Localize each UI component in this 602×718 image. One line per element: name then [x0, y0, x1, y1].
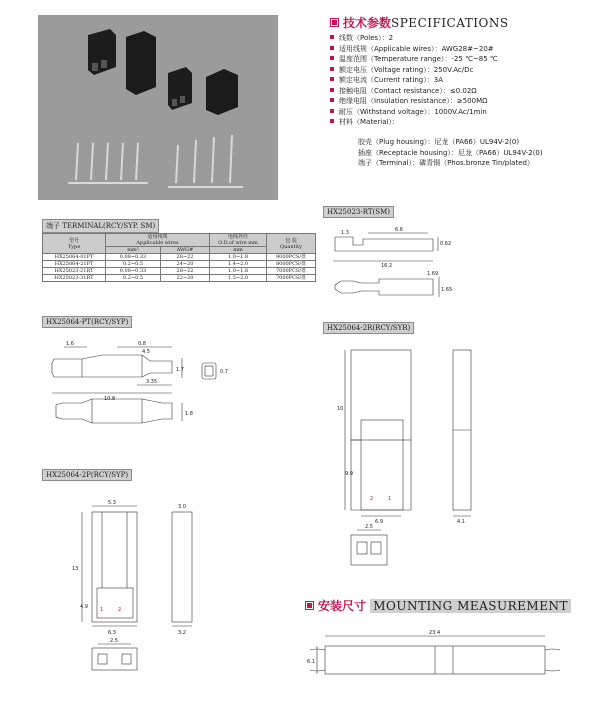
th-awg: AWG#: [161, 247, 210, 254]
spec-row: 温度范围（Temperature range）：-25 ℃~85 ℃: [330, 54, 498, 65]
dim-text: 4.1: [457, 519, 465, 525]
bullet-icon: [330, 119, 334, 123]
spec-row: 材料（Material）：: [330, 117, 498, 128]
pin-number: 1: [388, 496, 392, 502]
bullet-icon: [330, 46, 334, 50]
dim-text: 3.0: [178, 504, 186, 510]
dim-text: 1.6: [66, 341, 74, 347]
dim-text: 16.2: [381, 263, 393, 269]
pin-number: 2: [370, 496, 374, 502]
product-photo: [38, 15, 278, 200]
spec-row: 绝缘电阻（Insulation resistance）：≥500MΩ: [330, 96, 498, 107]
product-photo-graphic: [38, 15, 278, 200]
mount-title-en: MOUNTING MEASUREMENT: [370, 599, 571, 613]
table-row: HX25023-21RT 0.08~0.33 28~22 1.0~1.8 7000PCS/盘: [43, 268, 316, 275]
dim-text: 0.62: [440, 241, 452, 247]
dim-text: 6.3: [108, 630, 116, 636]
dim-text: 6.1: [307, 659, 315, 665]
bullet-icon: [330, 109, 334, 113]
terminal-table: [42, 233, 316, 282]
bullet-icon: [330, 88, 334, 92]
dim-text: 2.5: [365, 524, 373, 530]
dim-text: 1.7: [176, 367, 184, 373]
dim-text: 1.65: [441, 287, 453, 293]
dim-text: 4.5: [142, 349, 150, 355]
r2-housing-drawing: [323, 340, 573, 580]
spec-list: [330, 33, 498, 128]
rt-terminal-drawing: [323, 225, 573, 310]
bullet-icon: [330, 35, 334, 39]
table-row: HX25023-31RT 0.2~0.5 22~20 1.5~2.0 7000PCS/盘: [43, 275, 316, 282]
dim-text: 1.69: [427, 271, 439, 277]
dim-text: 13: [72, 566, 79, 572]
spec-row: 耐压（Withstand voltage）：1000V.Ac/1min: [330, 107, 498, 118]
spec-title: [330, 14, 509, 31]
bullet-icon: [330, 77, 334, 81]
dim-text: 1.3: [341, 230, 349, 236]
pin-number: 1: [100, 607, 104, 613]
p2-housing-drawing: [42, 498, 242, 688]
pin-number: 2: [118, 607, 122, 613]
section-marker-icon: [305, 601, 314, 610]
dim-text: 23.4: [429, 630, 441, 636]
table-row: HX25064-21PT 0.2~0.5 24~20 1.4~2.0 8000PCS/盘: [43, 261, 316, 268]
spec-title-cn: 技术参数: [343, 16, 392, 30]
spec-row: 额定电流（Current rating）：3A: [330, 75, 498, 86]
th-od: 电线外径 O.D.of wire mm: [210, 234, 267, 247]
th-qty: 包 装 Quantity: [267, 234, 316, 254]
material-row: 插座（Receptacle housing）：尼龙（PA66）UL94V-2(0): [358, 148, 543, 157]
material-row: 端子（Terminal）：磷青铜（Phos.bronze Tin/plated）: [358, 159, 534, 167]
material-list: [358, 137, 543, 169]
spec-title-en: SPECIFICATIONS: [391, 16, 509, 30]
rt-section-label: HX25023-RT(SM): [323, 206, 394, 218]
dim-text: 3.2: [178, 630, 186, 636]
dim-text: 3.35: [146, 379, 158, 385]
bullet-icon: [330, 98, 334, 102]
th-type: 型号 Type: [43, 234, 106, 254]
spec-row: 接触电阻（Contact resistance）：≤0.02Ω: [330, 86, 498, 97]
mount-title: [305, 597, 571, 614]
pt-terminal-drawing: [42, 333, 262, 433]
spec-row: 线数（Poles）：2: [330, 33, 498, 44]
pt-section-label: HX25064-PT(RCY/SYP): [42, 316, 132, 328]
dim-text: 1.8: [185, 411, 193, 417]
p2-section-label: HX25064-2P(RCY/SYP): [42, 469, 132, 481]
dim-text: 10.8: [104, 396, 116, 402]
r2-section-label: HX25064-2R(RCY/SYR): [323, 322, 414, 334]
th-wires: 适用线规 Applicable wires: [106, 234, 210, 247]
section-marker-icon: [330, 18, 339, 27]
th-od-unit: mm: [210, 247, 267, 254]
mount-title-cn: 安装尺寸: [318, 599, 367, 613]
dim-text: 0.7: [220, 369, 228, 375]
th-mm2: mm²: [106, 247, 161, 254]
bullet-icon: [330, 56, 334, 60]
terminal-table-wrap: [42, 233, 316, 282]
dim-text: 0.8: [138, 341, 146, 347]
material-row: 胶壳（Plug housing）：尼龙（PA66）UL94V-2(0): [358, 138, 520, 146]
terminal-table-label: 端子 TERMINAL(RCY/SYP. SM): [42, 219, 159, 233]
spec-row: 额定电压（Voltage rating）：250V.Ac/Dc: [330, 65, 498, 76]
bullet-icon: [330, 67, 334, 71]
dim-text: 5.3: [108, 500, 116, 506]
dim-text: 9.9: [345, 471, 353, 477]
table-row: HX25064-01PT 0.08~0.33 28~22 1.0~1.8 8000PCS/盘: [43, 254, 316, 261]
dim-text: 6.9: [375, 519, 383, 525]
mount-drawing: [305, 628, 565, 708]
dim-text: 2.5: [110, 638, 118, 644]
spec-row: 适用线规（Applicable wires）：AWG28#~20#: [330, 44, 498, 55]
dim-text: 4.9: [80, 604, 88, 610]
dim-text: 10: [337, 406, 344, 412]
dim-text: 6.6: [395, 227, 403, 233]
